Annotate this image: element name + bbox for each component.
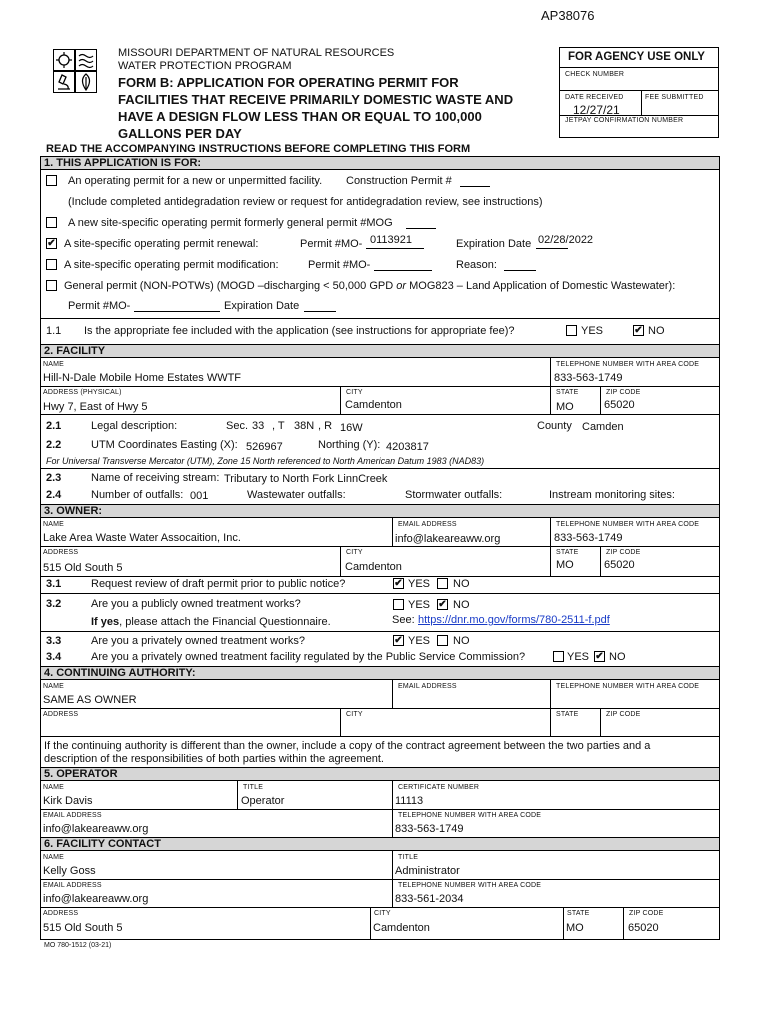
section-6-header: 6. FACILITY CONTACT [44,838,161,850]
sun-icon [53,49,75,71]
q-3-1-text: Request review of draft permit prior to public notice? [91,578,346,590]
renewal-label: A site-specific operating permit renewal: [64,238,259,250]
outfalls-value[interactable]: 001 [190,490,209,502]
q-3-3-yes-checkbox[interactable]: ✔ [394,635,403,646]
renewal-checkbox[interactable]: ✔ [47,238,56,249]
renewal-permit-value[interactable]: 0113921 [370,234,413,246]
ca-note-line-2: description of the responsibilities of both parties within the agreement. [44,753,384,765]
contact-state-label: STATE [567,910,590,917]
if-yes-note: If yes, please attach the Financial Questionnaire. [91,616,331,628]
wastewater-outfalls-label: Wastewater outfalls: [247,489,346,501]
q-3-2-number: 3.2 [46,598,62,610]
contact-tel-label: TELEPHONE NUMBER WITH AREA CODE [398,882,542,889]
modification-label: A site-specific operating permit modification: [64,259,279,271]
facility-tel-value[interactable]: 833-563-1749 [554,372,623,384]
ca-city-label: CITY [346,711,363,718]
operator-cert-value[interactable]: 11113 [395,795,424,807]
contact-city-label: CITY [374,910,391,917]
fee-submitted-label: FEE SUBMITTED [645,94,704,101]
general-expiration-label: Expiration Date [224,300,300,312]
operator-cert-label: CERTIFICATE NUMBER [398,784,480,791]
stormwater-outfalls-label: Stormwater outfalls: [405,489,503,501]
ca-note-line-1: If the continuing authority is different than the owner, include a copy of the contract agreement between the two parties and a [44,740,651,752]
operator-tel-label: TELEPHONE NUMBER WITH AREA CODE [398,812,542,819]
ca-zip-label: ZIP CODE [606,711,641,718]
operator-email-value[interactable]: info@lakeareaww.org [43,823,149,835]
q-3-3-text: Are you a privately owned treatment works? [91,635,305,647]
fee-no-label: NO [648,325,665,337]
owner-address-label: ADDRESS [43,549,79,556]
owner-city-label: CITY [346,549,363,556]
contact-city-value[interactable]: Camdenton [373,922,430,934]
construction-permit-label: Construction Permit # [346,175,452,187]
northing-value[interactable]: 4203817 [386,441,429,453]
contact-name-value[interactable]: Kelly Goss [43,865,96,877]
form-title-line-4: GALLONS PER DAY [118,126,242,141]
q-3-2-text: Are you a publicly owned treatment works? [91,598,301,610]
utm-label: UTM Coordinates Easting (X): [91,439,238,451]
contact-zip-label: ZIP CODE [629,910,664,917]
county-value[interactable]: Camden [582,421,624,433]
facility-tel-label: TELEPHONE NUMBER WITH AREA CODE [556,361,700,368]
q-3-4-no-checkbox[interactable]: ✔ [595,651,604,662]
sec-value[interactable]: 33 [252,420,265,432]
township-label: , T [272,420,285,432]
new-permit-label: An operating permit for a new or unpermitted facility. [68,175,323,187]
fee-yes-label: YES [581,325,604,337]
q-3-1-number: 3.1 [46,578,62,590]
general-permit-label: General permit (NON-POTWs) (MOGD –discharging < 50,000 GPD or MOG823 – Land Application of Domestic Wastewater): [64,280,676,292]
q-3-4-yes-label: YES [567,651,590,663]
q-1-1-text: Is the appropriate fee included with the application (see instructions for appropriate fee)? [84,325,515,337]
q-1-1-number: 1.1 [46,325,62,337]
operator-title-value[interactable]: Operator [241,795,285,807]
form-title-line-1: FORM B: APPLICATION FOR OPERATING PERMIT FOR [118,75,459,90]
facility-state-value[interactable]: MO [556,401,574,413]
water-icon [75,49,97,71]
section-2-header: 2. FACILITY [44,345,106,357]
jetpay-label: JETPAY CONFIRMATION NUMBER [565,117,684,124]
owner-email-label: EMAIL ADDRESS [398,521,457,528]
ca-address-label: ADDRESS [43,711,79,718]
section-4-header: 4. CONTINUING AUTHORITY: [44,667,196,679]
modification-permit-label: Permit #MO- [308,259,371,271]
owner-tel-label: TELEPHONE NUMBER WITH AREA CODE [556,521,700,528]
owner-email-value[interactable]: info@lakeareaww.org [395,533,501,545]
facility-name-value[interactable]: Hill-N-Dale Mobile Home Estates WWTF [43,372,242,384]
microscope-icon [53,71,75,93]
contact-name-label: NAME [43,854,65,861]
operator-tel-value[interactable]: 833-563-1749 [395,823,464,835]
q-3-4-number: 3.4 [46,651,62,663]
facility-name-label: NAME [43,361,65,368]
facility-address-label: ADDRESS (PHYSICAL) [43,389,122,396]
expiration-label: Expiration Date [456,238,532,250]
owner-zip-value[interactable]: 65020 [604,559,635,571]
check-number-label: CHECK NUMBER [565,71,625,78]
ca-email-label: EMAIL ADDRESS [398,683,457,690]
q-3-1-yes-label: YES [408,578,431,590]
q-3-4-no-label: NO [609,651,626,663]
operator-email-label: EMAIL ADDRESS [43,812,102,819]
owner-address-value[interactable]: 515 Old South 5 [43,562,123,574]
owner-name-label: NAME [43,521,65,528]
receiving-stream-label: Name of receiving stream: [91,472,220,484]
operator-name-label: NAME [43,784,65,791]
q-3-4-text: Are you a privately owned treatment facility regulated by the Public Service Commission? [91,651,526,663]
facility-city-label: CITY [346,389,363,396]
q-3-2-no-label: NO [453,599,470,611]
form-number-footer: MO 780-1512 (03-21) [44,942,112,949]
facility-address-value[interactable]: Hwy 7, East of Hwy 5 [43,401,148,413]
operator-title-label: TITLE [243,784,264,791]
q-3-3-no-label: NO [453,635,470,647]
contact-state-value[interactable]: MO [566,922,584,934]
contact-zip-value[interactable]: 65020 [628,922,659,934]
range-value[interactable]: 16W [340,422,363,434]
financial-questionnaire-link[interactable]: https://dnr.mo.gov/forms/780-2511-f.pdf [418,614,610,626]
leaf-icon [75,71,97,93]
include-note: (Include completed antidegradation review or request for antidegradation review, see instructions) [68,196,543,208]
utm-note: For Universal Transverse Mercator (UTM), Zone 15 North referenced to North American Datum 1983 (NAD83) [46,456,485,466]
owner-zip-label: ZIP CODE [606,549,641,556]
q-3-1-no-label: NO [453,578,470,590]
q-2-1-number: 2.1 [46,420,62,432]
contact-title-label: TITLE [398,854,419,861]
form-title-line-3: HAVE A DESIGN FLOW LESS THAN OR EQUAL TO 100,000 [118,109,482,124]
agency-use-title: FOR AGENCY USE ONLY [568,51,705,63]
general-permit-number-label: Permit #MO- [68,300,131,312]
expiration-value[interactable]: 02/28/2022 [538,234,594,246]
legal-description-label: Legal description: [91,420,178,432]
document-id: AP38076 [541,8,595,23]
fee-no-checkbox[interactable]: ✔ [634,325,643,336]
q-2-2-number: 2.2 [46,439,62,451]
form-title-line-2: FACILITIES THAT RECEIVE PRIMARILY DOMESTIC WASTE AND [118,92,514,107]
q-2-4-number: 2.4 [46,489,62,501]
date-received-value[interactable]: 12/27/21 [573,103,620,117]
see-label: See: [392,614,415,626]
q-3-2-yes-label: YES [408,599,431,611]
instream-sites-label: Instream monitoring sites: [549,489,675,501]
new-site-permit-label: A new site-specific operating permit formerly general permit #MOG [68,217,393,229]
northing-label: Northing (Y): [318,439,381,451]
receiving-stream-value[interactable]: Tributary to North Fork LinnCreek [224,473,388,485]
ca-tel-label: TELEPHONE NUMBER WITH AREA CODE [556,683,700,690]
facility-city-value[interactable]: Camdenton [345,399,402,411]
sec-label: Sec. [226,420,249,432]
renewal-permit-label: Permit #MO- [300,238,363,250]
instructions-line: READ THE ACCOMPANYING INSTRUCTIONS BEFORE COMPLETING THIS FORM [46,143,471,155]
owner-state-label: STATE [556,549,579,556]
contact-address-label: ADDRESS [43,910,79,917]
facility-zip-value[interactable]: 65020 [604,399,635,411]
reason-label: Reason: [456,259,497,271]
q-3-3-yes-label: YES [408,635,431,647]
contact-title-value[interactable]: Administrator [395,865,460,877]
contact-tel-value[interactable]: 833-561-2034 [395,893,464,905]
owner-city-value[interactable]: Camdenton [345,561,402,573]
q-3-1-yes-checkbox[interactable]: ✔ [394,578,403,589]
ca-name-value[interactable]: SAME AS OWNER [43,694,137,706]
date-received-label: DATE RECEIVED [565,94,624,101]
outfalls-label: Number of outfalls: [91,489,184,501]
owner-state-value[interactable]: MO [556,559,574,571]
section-3-header: 3. OWNER: [44,505,103,517]
contact-address-value[interactable]: 515 Old South 5 [43,922,123,934]
easting-value[interactable]: 526967 [246,441,283,453]
operator-name-value[interactable]: Kirk Davis [43,795,93,807]
section-1-header: 1. THIS APPLICATION IS FOR: [44,157,202,169]
form-frame [40,156,720,940]
facility-state-label: STATE [556,389,579,396]
facility-zip-label: ZIP CODE [606,389,641,396]
range-label: , R [318,420,333,432]
owner-name-value[interactable]: Lake Area Waste Water Assocaition, Inc. [43,532,241,544]
ca-name-label: NAME [43,683,65,690]
contact-email-value[interactable]: info@lakeareaww.org [43,893,149,905]
county-label: County [537,420,572,432]
q-3-2-no-checkbox[interactable]: ✔ [438,599,447,610]
contact-email-label: EMAIL ADDRESS [43,882,102,889]
ca-state-label: STATE [556,711,579,718]
q-3-3-number: 3.3 [46,635,62,647]
owner-tel-value[interactable]: 833-563-1749 [554,532,623,544]
township-value[interactable]: 38N [294,420,315,432]
dept-line-2: WATER PROTECTION PROGRAM [118,60,292,72]
section-5-header: 5. OPERATOR [44,768,118,780]
q-2-3-number: 2.3 [46,472,62,484]
dept-line-1: MISSOURI DEPARTMENT OF NATURAL RESOURCES [118,47,395,59]
